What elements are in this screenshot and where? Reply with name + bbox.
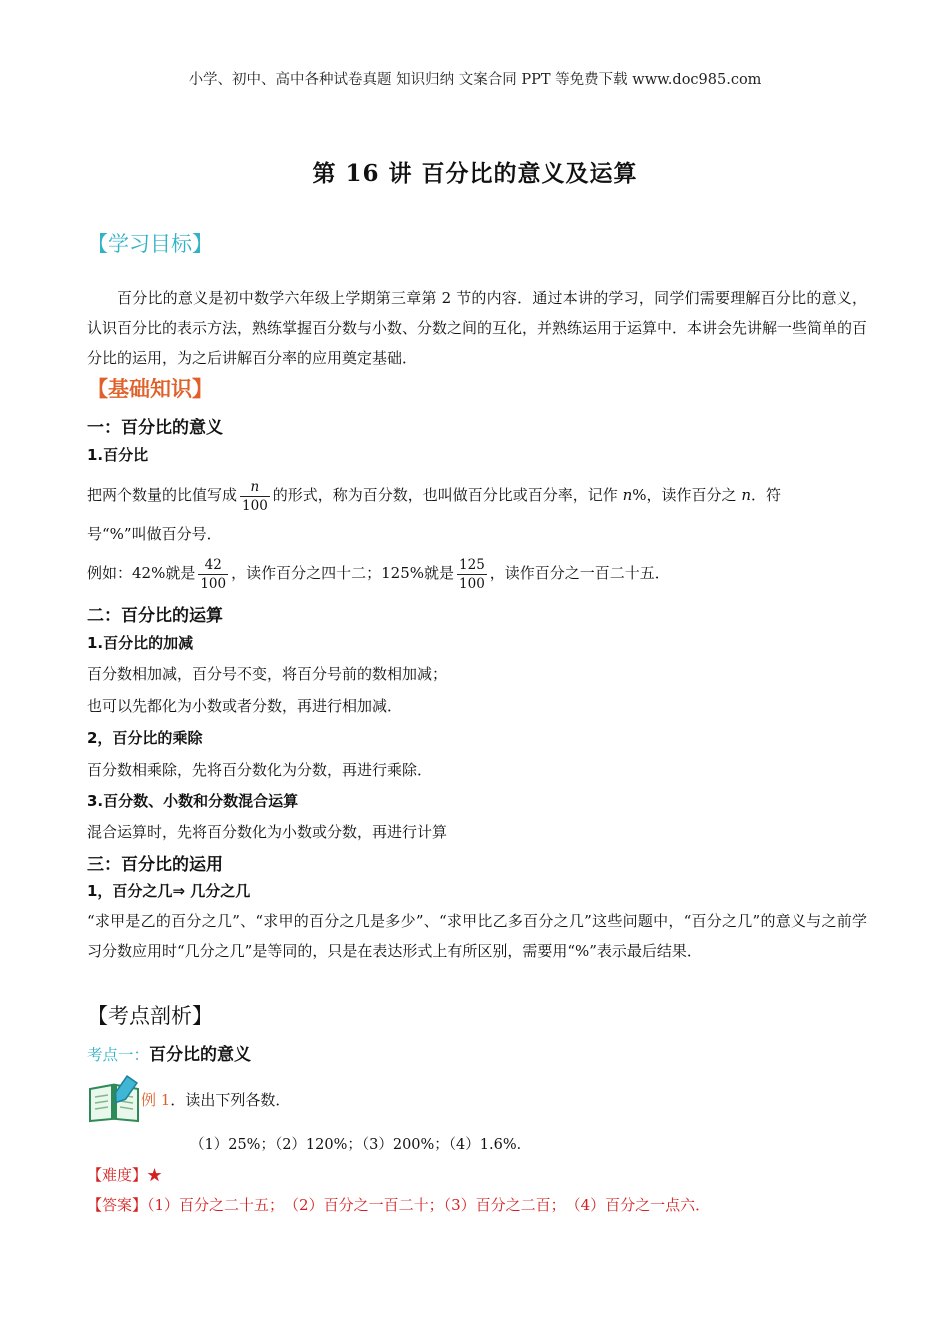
answer-line: 【答案】（1）百分之二十五； （2）百分之一百二十；（3）百分之二百； （4）百分之一点六． [87, 1196, 711, 1214]
goals-paragraph: 百分比的意义是初中数学六年级上学期第三章第 2 节的内容．通过本讲的学习，同学们需要理解百分比的意义，认识百分比的表示方法，熟练掌握百分数与小数、分数之间的互化，并熟练运用于运算中．本讲会先讲解一些简单的百分比的运用，为之后讲解百分率的应用奠定基础． [87, 289, 868, 367]
part2-sub1-line2: 也可以先都化为小数或者分数，再进行相加减． [87, 697, 403, 715]
fraction-125-over-100 [457, 556, 487, 593]
def-pre: 把两个数量的比值写成 [87, 486, 238, 504]
part2-sub2-line1: 百分数相乘除，先将百分数化为分数，再进行乘除． [87, 761, 433, 779]
fraction-42-over-100 [198, 556, 228, 593]
open-book-pencil-icon [88, 1075, 140, 1123]
frac-num: 125 [459, 556, 485, 573]
ex-mid: ，读作百分之四十二；125%就是 [231, 564, 455, 582]
part2-heading: 二：百分比的运算 [87, 606, 223, 626]
def-end: ．符 [750, 486, 781, 504]
part2-sub3-line1: 混合运算时，先将百分数化为小数或分数，再进行计算 [87, 823, 448, 841]
example-line [87, 551, 670, 595]
part1-heading: 一：百分比的意义 [87, 418, 223, 438]
frac-num: n [240, 478, 270, 497]
kaodian1-title: 百分比的意义 [149, 1045, 252, 1065]
difficulty-line: 【难度】★ [87, 1166, 163, 1184]
example1-label: 例 1 [141, 1091, 171, 1109]
page-header: 小学、初中、高中各种试卷真题 知识归纳 文案合同 PPT 等免费下载 www.doc985.com [188, 72, 762, 88]
part2-sub3: 3.百分数、小数和分数混合运算 [87, 792, 299, 810]
def-var1: n [622, 486, 633, 504]
example1-line [141, 1089, 290, 1110]
example1-text: ．读出下列各数． [170, 1091, 291, 1109]
frac-num: 42 [198, 556, 228, 575]
page-title: 第 16 讲 百分比的意义及运算 [312, 160, 638, 187]
frac-den: 100 [459, 575, 485, 592]
section-learning-goals: 【学习目标】 [87, 232, 213, 256]
kaodian1-label: 考点一： [87, 1046, 150, 1064]
ex-end: ，读作百分之一百二十五． [489, 564, 670, 582]
section-analysis: 【考点剖析】 [87, 1004, 213, 1028]
part3-paragraph: “求甲是乙的百分之几”、“求甲的百分之几是多少”、“求甲比乙多百分之几”这些问题中，“百分之几”的意义与之前学习分数应用时“几分之几”是等同的，只是在表达形式上有所区别，需要用“%”表示最后结果． [87, 912, 867, 960]
frac-den: 100 [200, 575, 227, 592]
part2-sub1-line1: 百分数相加减，百分号不变，将百分号前的数相加减； [87, 665, 448, 683]
example1-items: （1）25%；（2）120%；（3）200%；（4）1.6%． [190, 1137, 532, 1153]
part3-sub1: 1，百分之几⇒ 几分之几 [87, 882, 251, 900]
section-basic-knowledge: 【基础知识】 [87, 376, 213, 401]
part3-heading: 三：百分比的运用 [87, 855, 223, 875]
ex-pre: 例如：42%就是 [87, 564, 196, 582]
definition-line2: 号“%”叫做百分号． [87, 525, 222, 543]
def-mid: 的形式，称为百分数，也叫做百分比或百分率，记作 [272, 486, 618, 504]
fraction-n-over-100 [240, 478, 270, 515]
def-pct: %，读作百分之 [632, 486, 737, 504]
kaodian1-heading [87, 1040, 251, 1065]
frac-den: 100 [242, 497, 268, 514]
part1-sub1: 1.百分比 [87, 446, 149, 464]
definition-line [87, 473, 781, 517]
part2-sub1: 1.百分比的加减 [87, 634, 194, 652]
def-var2: n [741, 486, 751, 504]
part2-sub2: 2，百分比的乘除 [87, 729, 203, 747]
